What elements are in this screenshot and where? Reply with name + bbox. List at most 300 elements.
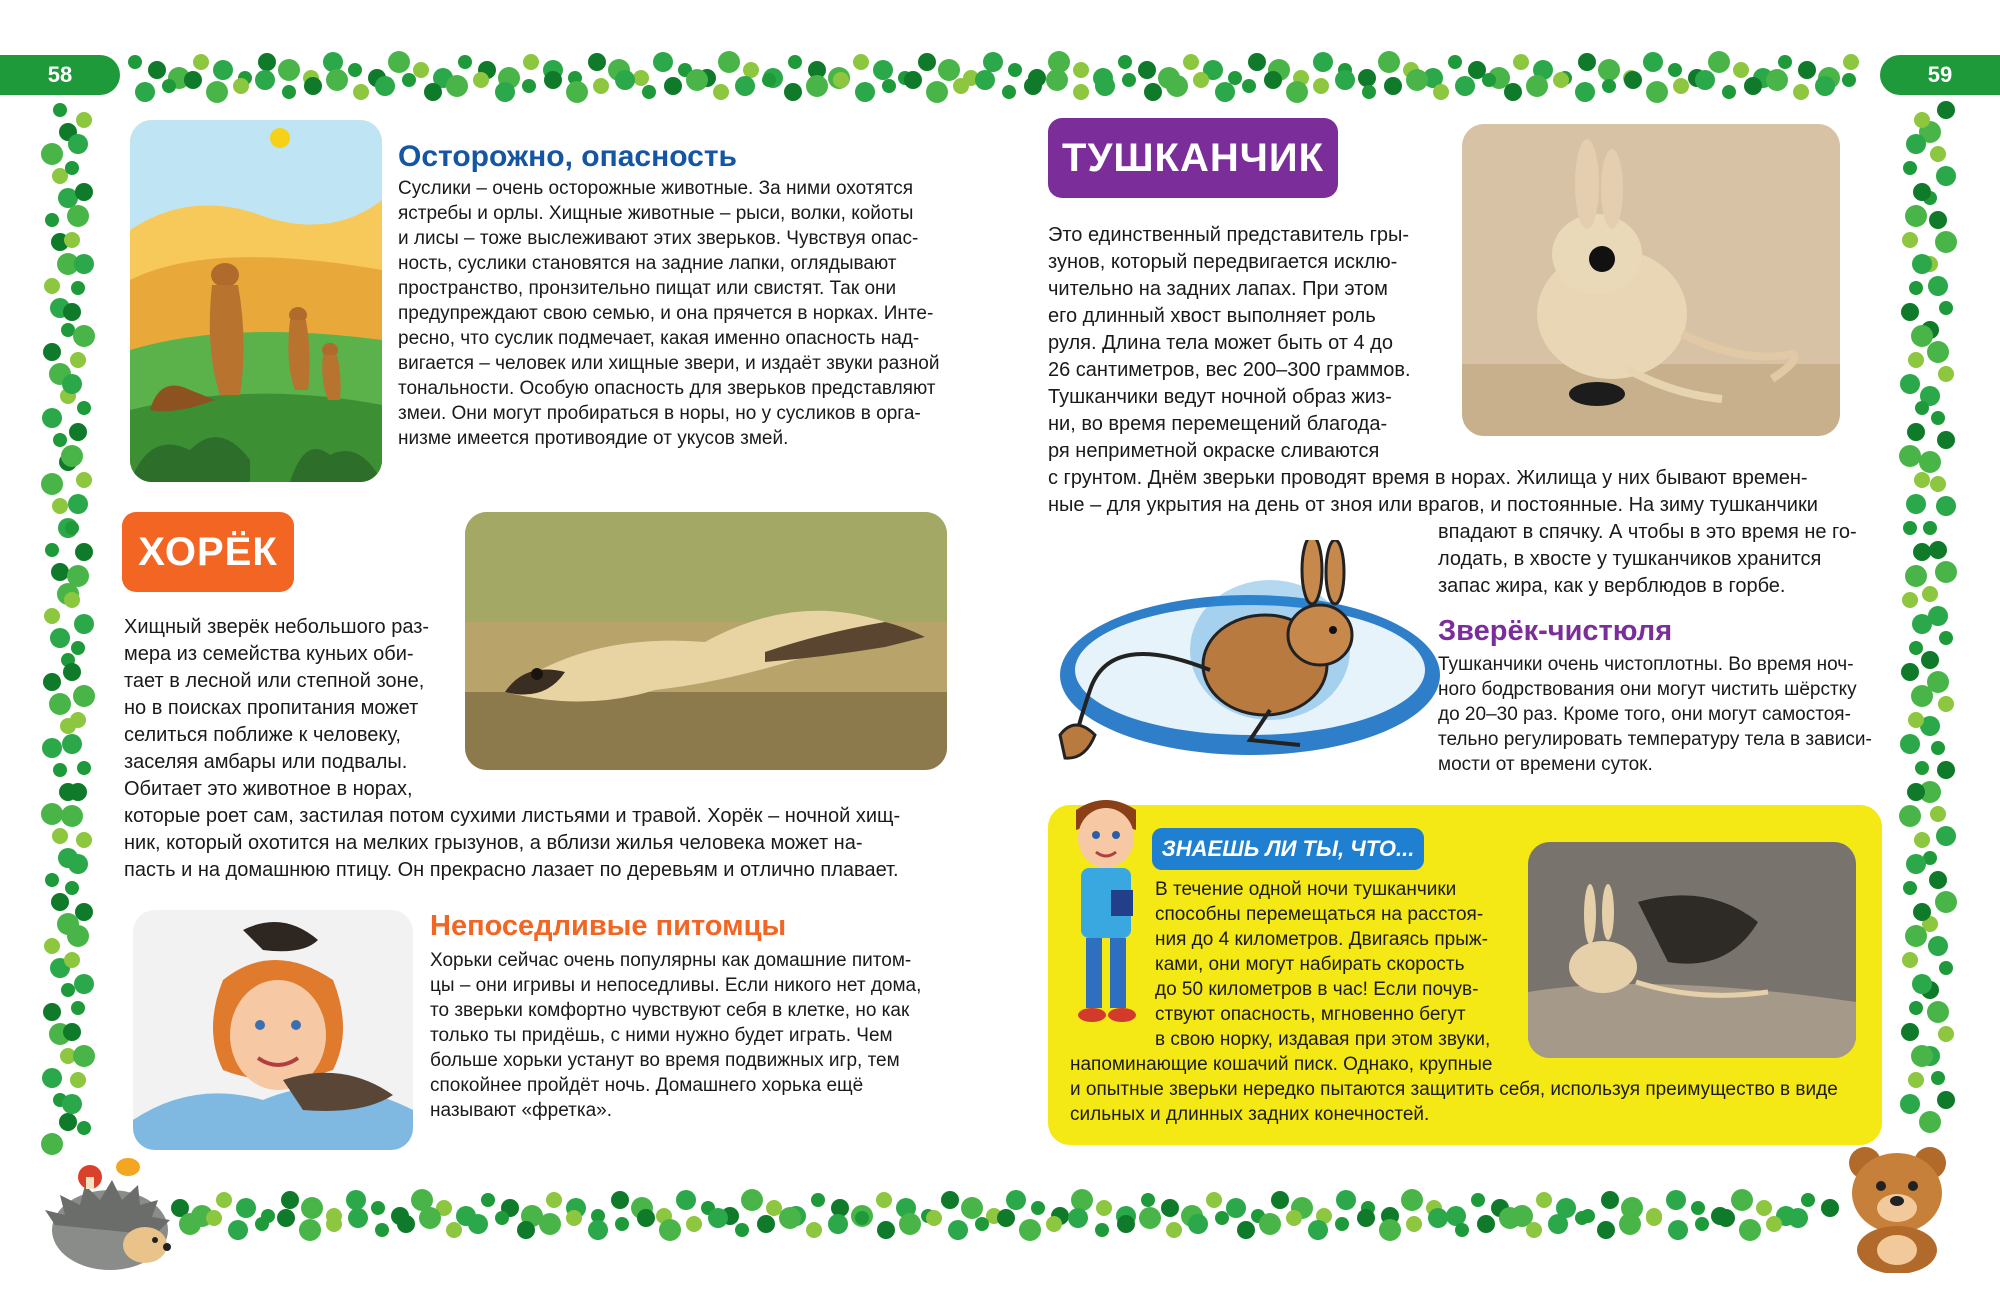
- border-dot: [806, 1222, 822, 1238]
- border-dot: [1071, 1189, 1093, 1211]
- text-line: Тушканчики ведут ночной образ жиз-: [1048, 386, 1392, 408]
- border-dot: [1930, 806, 1946, 822]
- border-dot: [53, 433, 67, 447]
- border-dot: [1118, 55, 1132, 69]
- border-dot: [1598, 59, 1620, 81]
- border-dot: [281, 1191, 299, 1209]
- border-dot: [1499, 1207, 1521, 1229]
- border-dot: [1695, 1217, 1709, 1231]
- border-dot: [52, 828, 68, 844]
- border-dot: [1929, 541, 1947, 559]
- border-dot: [1308, 1220, 1328, 1240]
- border-dot: [42, 408, 62, 428]
- text-line: чительно на задних лапах. При этом: [1048, 278, 1388, 300]
- border-dot: [1471, 1193, 1485, 1207]
- border-dot: [162, 79, 176, 93]
- border-dot: [1643, 52, 1663, 72]
- border-dot: [402, 73, 416, 87]
- border-dot: [1378, 51, 1400, 73]
- border-dot: [1930, 476, 1946, 492]
- border-dot: [1624, 71, 1642, 89]
- border-dot: [676, 1190, 696, 1210]
- border-dot: [41, 143, 63, 165]
- border-dot: [68, 854, 88, 874]
- border-dot: [1914, 472, 1930, 488]
- border-dot: [495, 1211, 509, 1225]
- border-dot: [523, 54, 539, 70]
- border-dot: [1008, 63, 1022, 77]
- border-dot: [718, 51, 740, 73]
- border-dot: [419, 1207, 441, 1229]
- page-number-right: 59: [1880, 55, 2000, 95]
- text-line: в свою норку, издавая при этом звуки,: [1155, 1029, 1491, 1050]
- border-dot: [961, 1197, 983, 1219]
- border-dot: [1673, 78, 1689, 94]
- border-dot: [1668, 63, 1682, 77]
- text-line: зунов, который передвигается исклю-: [1048, 251, 1398, 273]
- border-dot: [1903, 161, 1917, 175]
- border-dot: [1455, 76, 1475, 96]
- border-dot: [1206, 1192, 1222, 1208]
- border-dot: [299, 1219, 321, 1241]
- border-dot: [1668, 1220, 1688, 1240]
- border-dot: [63, 1023, 81, 1041]
- border-dot: [1358, 69, 1376, 87]
- border-dot: [1901, 303, 1919, 321]
- text-line: пространство, пронзительно пищат или свистят. Так они: [398, 278, 897, 299]
- border-dot: [1931, 411, 1945, 425]
- border-dot: [71, 281, 85, 295]
- border-dot: [1905, 925, 1927, 947]
- border-dot: [1141, 1193, 1155, 1207]
- border-dot: [1936, 496, 1956, 516]
- border-dot: [1228, 71, 1242, 85]
- jerboa-label: ТУШКАНЧИК: [1048, 118, 1338, 198]
- border-dot: [1919, 1111, 1941, 1133]
- text-line: ресно, что суслик подмечает, какая именно опасность над-: [398, 328, 920, 349]
- border-dot: [1733, 62, 1749, 78]
- border-dot: [1912, 974, 1932, 994]
- border-dot: [1766, 1216, 1782, 1232]
- ferret-photo: [465, 512, 947, 770]
- border-dot: [76, 472, 92, 488]
- border-dot: [468, 1214, 488, 1234]
- jerboa-paragraph-middle: [1048, 465, 1868, 519]
- border-dot: [1428, 1208, 1448, 1228]
- border-dot: [44, 278, 60, 294]
- border-dot: [926, 1210, 942, 1226]
- text-line: но в поисках пропитания может: [124, 697, 419, 719]
- border-dot: [326, 1216, 342, 1232]
- border-dot: [193, 54, 209, 70]
- border-dot: [1905, 205, 1927, 227]
- border-dot: [446, 1222, 462, 1238]
- border-dot: [64, 232, 80, 248]
- did-you-know-label: ЗНАЕШЬ ЛИ ТЫ, ЧТО...: [1152, 828, 1424, 870]
- border-dot: [1937, 101, 1955, 119]
- border-dot: [301, 1197, 323, 1219]
- text-line: тает в лесной или степной зоне,: [124, 670, 425, 692]
- border-dot: [1901, 1023, 1919, 1041]
- text-line: предупреждают свою семью, и она прячется в норках. Инте-: [398, 303, 934, 324]
- text-line: 26 сантиметров, вес 200–300 граммов.: [1048, 359, 1411, 381]
- border-dot: [63, 303, 81, 321]
- border-dot: [757, 1215, 775, 1233]
- text-line: пасть и на домашнюю птицу. Он прекрасно лазает по деревьям и отлично плавает.: [124, 859, 899, 881]
- text-line: селиться поближе к человеку,: [124, 724, 401, 746]
- border-dot: [323, 52, 343, 72]
- ferret-paragraph-end: [124, 803, 954, 884]
- border-dot: [413, 62, 429, 78]
- border-dot: [67, 205, 89, 227]
- border-dot: [593, 78, 609, 94]
- border-dot: [70, 712, 86, 728]
- border-dot: [566, 81, 588, 103]
- border-dot: [633, 70, 649, 86]
- border-dot: [1722, 85, 1736, 99]
- border-dot: [1259, 1213, 1281, 1235]
- border-dot: [53, 103, 67, 117]
- jerboa-photo: [1462, 124, 1840, 436]
- text-line: только ты придёшь, с ними нужно будет играть. Чем: [430, 1025, 893, 1046]
- border-dot: [833, 72, 849, 88]
- border-dot: [179, 1213, 201, 1235]
- border-dot: [882, 79, 896, 93]
- border-dot: [1927, 1001, 1949, 1023]
- border-dot: [1938, 696, 1954, 712]
- text-line: и опытные зверьки нередко пытаются защитить себя, используя преимущество в виде: [1070, 1079, 1838, 1100]
- border-dot: [397, 1215, 415, 1233]
- border-dot: [1166, 75, 1188, 97]
- border-dot: [735, 76, 755, 96]
- border-dot: [686, 1216, 702, 1232]
- border-dot: [1504, 83, 1522, 101]
- border-dot: [75, 543, 93, 561]
- border-dot: [1139, 1207, 1161, 1229]
- border-dot: [975, 70, 995, 90]
- text-line: то зверьки комфортно чувствуют себя в клетке, но как: [430, 1000, 910, 1021]
- border-dot: [1526, 75, 1548, 97]
- border-dot: [1183, 54, 1199, 70]
- border-dot: [148, 61, 166, 79]
- border-dot: [1237, 1221, 1255, 1239]
- border-dot: [1938, 1026, 1954, 1042]
- border-dot: [1843, 54, 1859, 70]
- border-dot: [1193, 72, 1209, 88]
- border-dot: [1909, 1001, 1923, 1015]
- border-dot: [1336, 1190, 1356, 1210]
- text-line: тональности. Особую опасность для зверьков представляют: [398, 378, 936, 399]
- border-dot: [1482, 73, 1496, 87]
- pets-paragraph: [430, 948, 970, 1123]
- text-line: ками, они могут набирать скорость: [1155, 954, 1465, 975]
- border-dot: [73, 1045, 95, 1067]
- border-dot: [1903, 881, 1917, 895]
- border-dot: [1096, 1200, 1112, 1216]
- text-line: Тушканчики очень чистоплотны. Во время ноч-: [1438, 654, 1854, 675]
- text-line: напоминающие кошачий писк. Однако, крупные: [1070, 1054, 1493, 1075]
- border-dot: [544, 71, 562, 89]
- border-dot: [743, 62, 759, 78]
- text-line: которые роет сам, застилая потом сухими листьями и травой. Хорёк – ночной хищ-: [124, 805, 901, 827]
- border-dot: [1215, 82, 1235, 102]
- text-line: до 50 километров в час! Если почув-: [1155, 979, 1479, 1000]
- text-line: с грунтом. Днём зверьки проводят время в норах. Жилища у них бывают времен-: [1048, 467, 1808, 489]
- border-dot: [588, 53, 606, 71]
- border-dot: [277, 1209, 295, 1227]
- border-dot: [1286, 81, 1308, 103]
- border-dot: [42, 1068, 62, 1088]
- text-line: спокойнее пройдёт ночь. Домашнего хорька ещё: [430, 1075, 864, 1096]
- border-dot: [1188, 1214, 1208, 1234]
- border-dot: [1900, 1094, 1920, 1114]
- jerboa-night-photo: [1528, 842, 1856, 1058]
- border-dot: [876, 1192, 892, 1208]
- border-dot: [1446, 1206, 1466, 1226]
- border-dot: [1906, 494, 1926, 514]
- text-line: до 20–30 раз. Кроме того, они могут самостоя-: [1438, 704, 1851, 725]
- border-dot: [1908, 352, 1924, 368]
- border-dot: [216, 1192, 232, 1208]
- border-dot: [1619, 1213, 1641, 1235]
- border-dot: [788, 55, 802, 69]
- border-dot: [1931, 1071, 1945, 1085]
- border-dot: [61, 445, 83, 467]
- border-dot: [877, 1221, 895, 1239]
- border-dot: [77, 401, 91, 415]
- border-dot: [1902, 592, 1918, 608]
- border-dot: [69, 783, 87, 801]
- border-dot: [71, 1001, 85, 1015]
- border-dot: [1575, 1211, 1589, 1225]
- border-dot: [735, 1223, 749, 1237]
- border-dot: [41, 803, 63, 825]
- border-dot: [59, 1113, 77, 1131]
- border-dot: [67, 925, 89, 947]
- border-dot: [1936, 826, 1956, 846]
- border-dot: [1903, 521, 1917, 535]
- border-dot: [1335, 70, 1355, 90]
- border-dot: [51, 563, 69, 581]
- border-dot: [1739, 1219, 1761, 1241]
- border-dot: [1935, 561, 1957, 583]
- border-dot: [1915, 401, 1929, 415]
- border-dot: [42, 738, 62, 758]
- border-dot: [1899, 445, 1921, 467]
- border-dot: [1226, 1198, 1246, 1218]
- border-dot: [1929, 871, 1947, 889]
- border-dot: [642, 85, 656, 99]
- border-dot: [1921, 651, 1939, 669]
- text-line: ния до 4 километров. Двигаясь прыж-: [1155, 929, 1488, 950]
- border-dot: [74, 614, 94, 634]
- border-dot: [128, 55, 142, 69]
- border-dot: [1271, 1191, 1289, 1209]
- border-dot: [1909, 641, 1923, 655]
- border-dot: [1914, 832, 1930, 848]
- border-dot: [1513, 54, 1529, 70]
- border-dot: [1095, 1223, 1109, 1237]
- border-dot: [58, 188, 78, 208]
- border-dot: [517, 1221, 535, 1239]
- border-dot: [458, 55, 472, 69]
- border-dot: [615, 70, 635, 90]
- border-dot: [1646, 1210, 1662, 1226]
- border-dot: [49, 693, 71, 715]
- border-dot: [424, 83, 442, 101]
- text-line: Обитает это животное в норах,: [124, 778, 413, 800]
- border-dot: [1073, 62, 1089, 78]
- border-dot: [70, 1072, 86, 1088]
- text-line: змеи. Они могут пробираться в норы, но у сусликов в орга-: [398, 403, 921, 424]
- border-dot: [258, 53, 276, 71]
- border-dot: [1335, 1217, 1349, 1231]
- border-dot: [1929, 211, 1947, 229]
- border-dot: [1731, 1189, 1753, 1211]
- border-dot: [1937, 761, 1955, 779]
- border-dot: [941, 1191, 959, 1209]
- border-dot: [1455, 1223, 1469, 1237]
- border-dot: [43, 673, 61, 691]
- border-dot: [1068, 1208, 1088, 1228]
- border-dot: [255, 70, 275, 90]
- border-dot: [1928, 276, 1948, 296]
- border-dot: [855, 82, 875, 102]
- border-dot: [1939, 301, 1953, 315]
- text-line: ник, который охотится на мелких грызунов, а вблизи жилья человека может на-: [124, 832, 863, 854]
- boy-with-ferrets-photo: [133, 910, 413, 1150]
- border-dot: [50, 628, 70, 648]
- border-dot: [1144, 83, 1162, 101]
- border-dot: [75, 183, 93, 201]
- text-line: заселяя амбары или подвалы.: [124, 751, 408, 773]
- text-line: вигается – человек или хищные звери, и издаёт звуки разной: [398, 353, 940, 374]
- border-dot: [1906, 854, 1926, 874]
- border-dot: [1122, 73, 1136, 87]
- border-dot: [1248, 53, 1266, 71]
- border-dot: [1095, 76, 1115, 96]
- border-dot: [41, 1133, 63, 1155]
- border-dot: [228, 1220, 248, 1240]
- border-dot: [904, 71, 922, 89]
- text-line: руля. Длина тела может быть от 4 до: [1048, 332, 1393, 354]
- border-dot: [353, 84, 369, 100]
- border-dot: [236, 1198, 256, 1218]
- did-you-know-paragraph-end: [1070, 1052, 1870, 1127]
- border-dot: [1913, 183, 1931, 201]
- border-dot: [1401, 1189, 1423, 1211]
- border-dot: [611, 1191, 629, 1209]
- text-line: цы – они игривы и непоседливы. Если никого нет дома,: [430, 975, 922, 996]
- border-dot: [1756, 1200, 1772, 1216]
- text-line: называют «фретка».: [430, 1100, 613, 1121]
- border-dot: [1286, 1210, 1302, 1226]
- border-dot: [44, 608, 60, 624]
- border-dot: [1900, 374, 1920, 394]
- border-dot: [346, 1190, 366, 1210]
- text-line: впадают в спячку. А чтобы в это время не го-: [1438, 521, 1857, 543]
- clean-paragraph: [1438, 652, 1878, 777]
- border-dot: [1601, 1191, 1619, 1209]
- border-dot: [1117, 1215, 1135, 1233]
- border-dot: [664, 77, 682, 95]
- border-dot: [539, 1213, 561, 1235]
- border-dot: [1915, 761, 1929, 775]
- border-dot: [1927, 341, 1949, 363]
- pets-title: Непоседливые питомцы: [430, 910, 787, 942]
- border-dot: [1019, 1219, 1041, 1241]
- text-line: ни, во время перемещений благода-: [1048, 413, 1388, 435]
- border-dot: [63, 663, 81, 681]
- jerboa-drawing: [1050, 540, 1445, 780]
- border-dot: [282, 85, 296, 99]
- text-line: его длинный хвост выполняет роль: [1048, 305, 1376, 327]
- border-dot: [213, 60, 233, 80]
- border-dot: [64, 592, 80, 608]
- border-dot: [1766, 69, 1788, 91]
- page-number-left: 58: [0, 55, 120, 95]
- border-dot: [77, 1121, 91, 1135]
- border-dot: [1575, 82, 1595, 102]
- border-dot: [69, 423, 87, 441]
- border-dot: [708, 1208, 728, 1228]
- border-dot: [473, 72, 489, 88]
- ferret-label: ХОРЁК: [122, 512, 294, 592]
- text-line: ность, суслики становятся на задние лапки, оглядывают: [398, 253, 897, 274]
- border-dot: [1909, 281, 1923, 295]
- border-dot: [1708, 51, 1730, 73]
- border-dot: [1526, 1222, 1542, 1238]
- border-dot: [1793, 84, 1809, 100]
- border-dot: [74, 974, 94, 994]
- border-dot: [1264, 71, 1282, 89]
- border-dot: [388, 51, 410, 73]
- border-dot: [1313, 78, 1329, 94]
- border-dot: [1939, 631, 1953, 645]
- border-dot: [255, 1217, 269, 1231]
- border-dot: [766, 1200, 782, 1216]
- clean-title: Зверёк-чистюля: [1438, 615, 1673, 647]
- text-line: сильных и длинных задних конечностей.: [1070, 1104, 1430, 1125]
- border-dot: [1938, 366, 1954, 382]
- border-dot: [1801, 1193, 1815, 1207]
- text-line: Это единственный представитель гры-: [1048, 224, 1410, 246]
- border-dot: [74, 254, 94, 274]
- border-dot: [953, 78, 969, 94]
- border-dot: [1024, 77, 1042, 95]
- border-dot: [64, 952, 80, 968]
- border-dot: [1602, 79, 1616, 93]
- border-dot: [615, 1217, 629, 1231]
- border-dot: [522, 79, 536, 93]
- border-dot: [1899, 805, 1921, 827]
- border-dot: [918, 53, 936, 71]
- border-dot: [1901, 663, 1919, 681]
- border-dot: [1935, 891, 1957, 913]
- border-dot: [1046, 69, 1068, 91]
- border-dot: [481, 1193, 495, 1207]
- border-dot: [446, 75, 468, 97]
- text-line: и лисы – тоже выслеживают этих зверьков. Чувствуя опас-: [398, 228, 919, 249]
- text-line: мера из семейства куньих оби-: [124, 643, 414, 665]
- text-line: Хорьки сейчас очень популярны как домашние питом-: [430, 950, 912, 971]
- border-dot: [206, 81, 228, 103]
- border-dot: [806, 75, 828, 97]
- border-dot: [73, 685, 95, 707]
- border-dot: [653, 52, 673, 72]
- border-dot: [1912, 254, 1932, 274]
- border-dot: [938, 59, 960, 81]
